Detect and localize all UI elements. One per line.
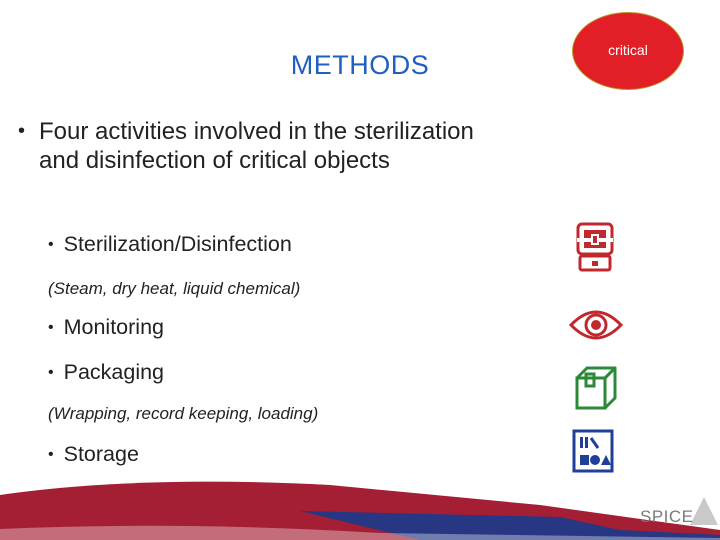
list-item-label: Packaging [63,360,165,384]
list-item-note: (Steam, dry heat, liquid chemical) [48,279,301,298]
bullet-dot: • [48,446,54,463]
storage-shapes-icon [571,428,615,474]
list-item-label: Monitoring [63,315,164,339]
list-item-label: Storage [63,442,139,466]
bullet-dot: • [48,364,54,381]
list-item-storage [48,442,139,467]
main-bullet [18,117,488,175]
eye-icon [568,305,624,345]
main-bullet-text: Four activities involved in the sterilization and disinfection of critical objects [39,118,474,174]
bullet-dot: • [18,120,26,142]
footer-band [0,475,720,540]
package-icon [573,364,619,412]
list-item-label: Sterilization/Disinfection [63,232,292,256]
list-item-note: (Wrapping, record keeping, loading) [48,404,319,423]
bullet-dot: • [48,319,54,336]
sterilizer-icon [575,221,615,273]
slide-title: METHODS [290,50,430,80]
critical-badge-label: critical [608,42,648,58]
list-item-packaging [48,360,164,385]
critical-badge [572,12,684,90]
spice-logo: SPICE [640,507,694,526]
bullet-dot: • [48,236,54,253]
list-item-sterilization [48,232,292,257]
list-item-monitoring [48,315,164,340]
